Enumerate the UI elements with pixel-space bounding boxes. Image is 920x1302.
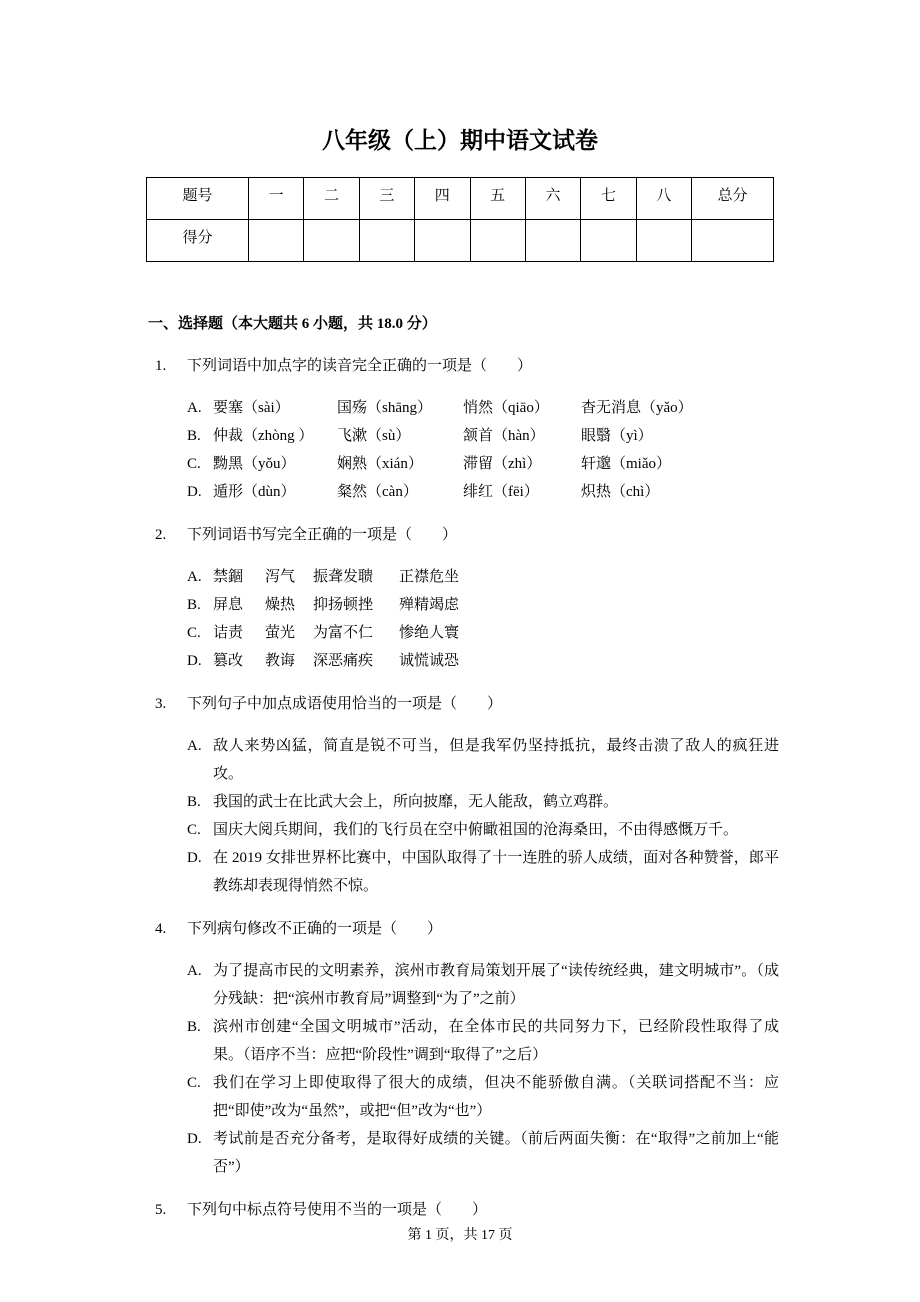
question-text: 下列句中标点符号使用不当的一项是（ ） [187,1202,488,1218]
score-table-header-cell: 五 [470,178,525,220]
question-text: 下列词语中加点字的读音完全正确的一项是（ ） [187,358,533,374]
option-label: C. [187,456,201,472]
option-item: 诘责 [213,625,244,641]
question-block [155,352,779,506]
option-item: 轩邈（miǎo） [581,456,671,472]
question-block [155,1196,779,1224]
option-item: 娴熟（xián） [337,456,423,472]
option-label: B. [187,597,201,613]
question-stem [155,690,779,718]
page-title: 八年级（上）期中语文试卷 [322,128,598,153]
option-text: 滨州市创建“全国文明城市”活动，在全体市民的共同努力下，已经阶段性取得了成果。（语序不当：应把“阶段性”调到“取得了”之后） [213,1019,779,1063]
option-label: A. [187,738,202,754]
question-number: 2. [155,527,167,543]
option-text: 敌人来势凶猛，简直是锐不可当，但是我军仍坚持抵抗，最终击溃了敌人的疯狂进攻。 [213,738,779,782]
option-a [187,563,779,591]
option-a [187,957,779,1013]
question-number: 4. [155,921,167,937]
score-cell [581,220,636,262]
option-d [187,647,779,675]
score-table-header-cell: 三 [359,178,414,220]
option-text: 国庆大阅兵期间，我们的飞行员在空中俯瞰祖国的沧海桑田，不由得感慨万千。 [213,822,739,838]
option-c [187,450,779,478]
option-b [187,422,779,450]
option-item: 遁形（dùn） [213,484,296,500]
option-text: 在 2019 女排世界杯比赛中，中国队取得了十一连胜的骄人成绩，面对各种赞誉，郎平教练却表现得悄然不惊。 [213,850,779,894]
option-item: 飞漱（sù） [337,428,411,444]
option-text: 考试前是否充分备考，是取得好成绩的关键。（前后两面失衡：在“取得”之前加上“能否”） [213,1131,779,1175]
option-list [187,732,779,900]
option-label: C. [187,1075,201,1091]
option-item: 黝黑（yǒu） [213,456,296,472]
option-item: 颔首（hàn） [463,428,545,444]
score-table-header-cell: 七 [581,178,636,220]
option-a [187,394,779,422]
option-item: 为富不仁 [313,625,374,641]
score-table-header-cell: 四 [415,178,470,220]
question-stem [155,915,779,943]
option-item: 燥热 [265,597,296,613]
option-item: 要塞（sài） [213,400,290,416]
option-label: A. [187,963,202,979]
score-table-header-cell: 六 [525,178,580,220]
option-label: A. [187,569,202,585]
option-label: A. [187,400,202,416]
option-text: 为了提高市民的文明素养，滨州市教育局策划开展了“读传统经典，建文明城市”。（成分残缺：把“滨州市教育局”调整到“为了”之前） [213,963,779,1007]
option-item: 篡改 [213,653,244,669]
option-item: 粲然（càn） [337,484,418,500]
option-b [187,591,779,619]
question-text: 下列句子中加点成语使用恰当的一项是（ ） [187,696,503,712]
question-block [155,690,779,900]
option-item: 抑扬顿挫 [313,597,374,613]
section-heading: 一、选择题（本大题共 6 小题，共 18.0 分） [148,316,437,332]
option-item: 仲裁（zhòng ） [213,428,314,444]
score-cell [359,220,414,262]
option-label: B. [187,794,201,810]
option-item: 滞留（zhì） [463,456,542,472]
option-a [187,732,779,788]
question-text: 下列词语书写完全正确的一项是（ ） [187,527,458,543]
option-d [187,844,779,900]
question-stem [155,521,779,549]
option-item: 教诲 [265,653,296,669]
option-item: 殚精竭虑 [399,597,460,613]
question-number: 5. [155,1202,167,1218]
option-item: 振聋发聩 [313,569,374,585]
option-item: 眼翳（yì） [581,428,653,444]
score-cell [470,220,525,262]
option-item: 正襟危坐 [399,569,460,585]
option-label: D. [187,1131,202,1147]
option-item: 禁錮 [213,569,244,585]
score-cell [692,220,774,262]
question-list [155,352,779,1238]
option-c [187,816,779,844]
option-b [187,788,779,816]
question-text: 下列病句修改不正确的一项是（ ） [187,921,443,937]
option-item: 悄然（qiāo） [463,400,549,416]
score-cell [304,220,359,262]
page-footer: 第 1 页，共 17 页 [407,1228,513,1243]
score-cell [525,220,580,262]
option-c [187,619,779,647]
option-item: 绯红（fēi） [463,484,539,500]
option-item: 深恶痛疾 [313,653,374,669]
option-label: D. [187,484,202,500]
option-item: 杳无消息（yǎo） [581,400,693,416]
score-cell [249,220,304,262]
option-item: 萤光 [265,625,296,641]
question-block [155,915,779,1181]
score-table-header-cell: 八 [636,178,691,220]
option-item: 泻气 [265,569,296,585]
option-item: 国殇（shāng） [337,400,432,416]
score-row-label: 得分 [147,220,249,262]
option-d [187,478,779,506]
option-label: D. [187,850,202,866]
option-text: 我国的武士在比武大会上，所向披靡，无人能敌，鹤立鸡群。 [213,794,619,810]
option-d [187,1125,779,1181]
option-b [187,1013,779,1069]
question-stem [155,352,779,380]
score-table-header-cell: 题号 [147,178,249,220]
option-c [187,1069,779,1125]
question-block [155,521,779,675]
option-item: 惨绝人寰 [399,625,460,641]
score-table-score-row [147,220,774,262]
option-item: 诚慌诚恐 [399,653,460,669]
option-item: 屏息 [213,597,244,613]
option-label: B. [187,1019,201,1035]
option-label: B. [187,428,201,444]
score-table [146,177,774,262]
question-number: 1. [155,358,167,374]
score-table-header-cell: 总分 [692,178,774,220]
score-cell [415,220,470,262]
score-table-header-cell: 二 [304,178,359,220]
option-item: 炽热（chì） [581,484,660,500]
option-list [187,563,779,675]
question-number: 3. [155,696,167,712]
score-table-header-row [147,178,774,220]
question-stem [155,1196,779,1224]
score-cell [636,220,691,262]
option-list [187,394,779,506]
option-label: D. [187,653,202,669]
option-text: 我们在学习上即使取得了很大的成绩，但决不能骄傲自满。（关联词搭配不当：应把“即使”改为“虽然”，或把“但”改为“也”） [213,1075,779,1119]
option-label: C. [187,822,201,838]
option-label: C. [187,625,201,641]
score-table-header-cell: 一 [249,178,304,220]
option-list [187,957,779,1181]
